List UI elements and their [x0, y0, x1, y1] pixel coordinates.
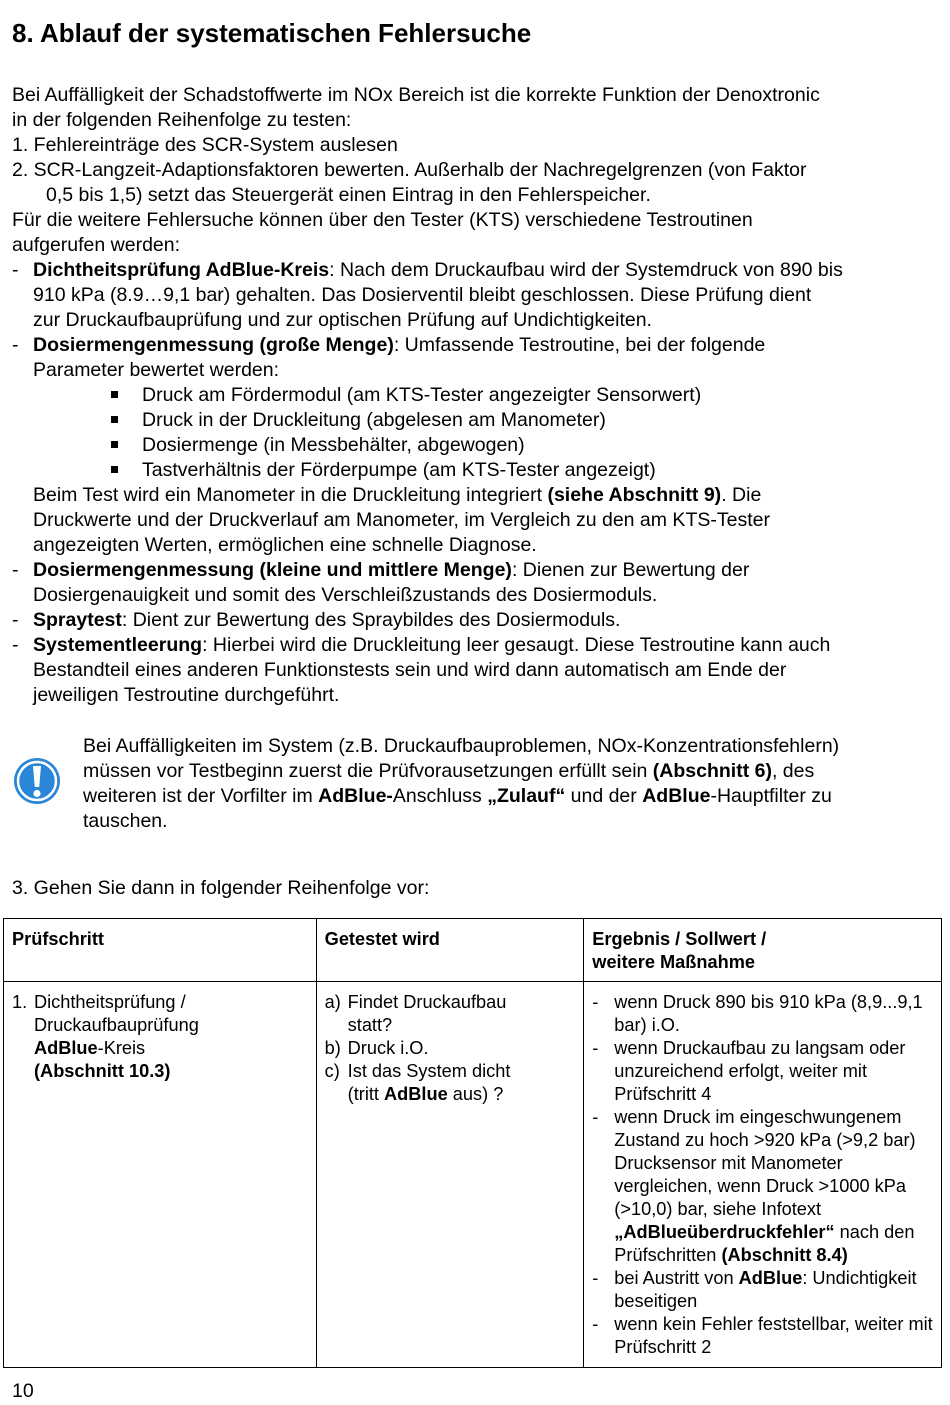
- bullet-text: Druck am Fördermodul (am KTS-Tester angezeigter Sensorwert): [142, 384, 702, 406]
- item-marker: -: [592, 1107, 599, 1127]
- bullet-icon: [111, 466, 118, 473]
- item-text: zur Druckaufbauprüfung und zur optischen Prüfung auf Undichtigkeiten.: [33, 309, 652, 331]
- text-span: . Die: [721, 484, 762, 506]
- item-text: 910 kPa (8.9…9,1 bar) gehalten. Das Dosierventil bleibt geschlossen. Diese Prüfung dient: [33, 284, 812, 306]
- intro-line: aufgerufen werden:: [12, 234, 181, 256]
- note-line: [83, 759, 943, 784]
- text-span: , des: [771, 760, 815, 782]
- item-heading: Dosiermengenmessung (große Menge): [33, 334, 394, 356]
- item-text: angezeigten Werten, ermöglichen eine schnelle Diagnose.: [33, 534, 537, 556]
- note-line: tauschen.: [83, 810, 168, 832]
- table-cell: [316, 982, 584, 1368]
- list-item-dosier-klein: [33, 558, 749, 583]
- header-line: weitere Maßnahme: [592, 952, 756, 972]
- exclamation-info-icon: [12, 756, 62, 806]
- text-span: -Hauptfilter zu: [710, 785, 832, 807]
- table-row: [4, 982, 942, 1368]
- list-dash: -: [12, 634, 19, 656]
- item-text: wenn Druckaufbau zu langsam oder unzureichend erfolgt, weiter mit Prüfschritt 4: [614, 1038, 906, 1104]
- text-span: Anschluss: [392, 785, 488, 807]
- section-reference: (Abschnitt 8.4): [721, 1245, 848, 1265]
- intro-line: in der folgenden Reihenfolge zu testen:: [12, 109, 352, 131]
- text-span: AdBlue: [34, 1038, 98, 1058]
- item-text: : Dient zur Bewertung des Spraybildes des Dosiermoduls.: [121, 609, 621, 631]
- item-text: Druckwerte und der Druckverlauf am Manometer, im Vergleich zu den am KTS-Tester: [33, 509, 770, 531]
- header-cell: [316, 919, 584, 982]
- item-text: Druck i.O.: [347, 1038, 429, 1058]
- item-text: : Umfassende Testroutine, bei der folgende: [393, 334, 766, 356]
- step-2: 2. SCR-Langzeit-Adaptionsfaktoren bewerten. Außerhalb der Nachregelgrenzen (von Faktor: [12, 159, 807, 181]
- result-item: [592, 1037, 935, 1106]
- item-text: [614, 1106, 935, 1267]
- text-span: weiteren ist der Vorfilter im: [83, 785, 319, 807]
- tested-item: [325, 1037, 576, 1060]
- item-marker: b): [324, 1038, 341, 1058]
- list-item-spraytest: [33, 608, 620, 633]
- tested-item: [325, 991, 576, 1037]
- text-span: AdBlue-: [318, 785, 393, 807]
- text-span: „AdBlueüberdruckfehler“: [614, 1222, 835, 1242]
- list-dash: -: [12, 334, 19, 356]
- text-span: müssen vor Testbeginn zuerst die Prüfvorausetzungen erfüllt sein: [83, 760, 653, 782]
- section-reference: (siehe Abschnitt 9): [547, 484, 722, 506]
- step-line: [34, 1060, 308, 1083]
- item-text: [33, 483, 761, 508]
- table-cell: [584, 982, 942, 1368]
- procedure-table: [3, 918, 942, 1368]
- item-text: wenn kein Fehler feststellbar, weiter mit Prüfschritt 2: [614, 1314, 933, 1357]
- header-label: Getestet wird: [324, 929, 440, 949]
- item-heading: Spraytest: [33, 609, 122, 631]
- list-item-dosier-gross: [33, 333, 765, 358]
- text-line: statt?: [347, 1015, 393, 1035]
- item-text: : Dienen zur Bewertung der: [511, 559, 750, 581]
- tested-item: [325, 1060, 576, 1106]
- text-line: Findet Druckaufbau: [347, 992, 507, 1012]
- header-cell: [584, 919, 942, 982]
- text-span: Beim Test wird ein Manometer in die Druckleitung integriert: [33, 484, 548, 506]
- item-text: jeweiligen Testroutine durchgeführt.: [33, 684, 340, 706]
- step-line: Druckaufbauprüfung: [34, 1015, 199, 1035]
- step-2-cont: 0,5 bis 1,5) setzt das Steuergerät einen Eintrag in den Fehlerspeicher.: [46, 184, 651, 206]
- text-line: [348, 1083, 576, 1106]
- table-cell: [4, 982, 317, 1368]
- step-3: 3. Gehen Sie dann in folgender Reihenfolge vor:: [12, 877, 430, 899]
- tested-cell: [317, 982, 584, 1106]
- section-reference: (Abschnitt 10.3): [34, 1061, 171, 1081]
- item-text: [614, 1267, 935, 1313]
- text-line: Ist das System dicht: [347, 1061, 511, 1081]
- item-text: wenn Druck 890 bis 910 kPa (8,9...9,1 bar) i.O.: [614, 992, 923, 1035]
- list-item-dichtheit: [33, 258, 843, 283]
- table-header-row: [4, 919, 942, 982]
- item-marker: -: [592, 1268, 599, 1288]
- note-line: [83, 784, 943, 809]
- bullet-text: Tastverhältnis der Förderpumpe (am KTS-Tester angezeigt): [142, 459, 656, 481]
- text-span: wenn Druck im eingeschwungenem Zustand zu hoch >920 kPa (>9,2 bar) Drucksensor mit Manometer vergleichen, wenn Druck >1000 kPa (>10,0) bar, siehe Infotext: [614, 1107, 916, 1219]
- item-marker: -: [592, 992, 599, 1012]
- bullet-text: Druck in der Druckleitung (abgelesen am Manometer): [142, 409, 606, 431]
- step-line: Dichtheitsprüfung /: [34, 992, 186, 1012]
- item-heading: Systementleerung: [33, 634, 203, 656]
- section-reference: (Abschnitt 6): [652, 760, 772, 782]
- header-label: [584, 919, 941, 974]
- item-text: : Hierbei wird die Druckleitung leer gesaugt. Diese Testroutine kann auch: [202, 634, 831, 656]
- text-span: -Kreis: [97, 1038, 146, 1058]
- item-text: Bestandteil eines anderen Funktionstests sein und wird dann automatisch am Ende der: [33, 659, 787, 681]
- result-item: [592, 991, 935, 1037]
- bullet-icon: [111, 441, 118, 448]
- result-cell: [584, 982, 941, 1359]
- text-span: nach den Prüfschritten: [614, 1222, 915, 1265]
- intro-line: Bei Auffälligkeit der Schadstoffwerte im NOx Bereich ist die korrekte Funktion der Denoxtronic: [12, 84, 820, 106]
- text-span: AdBlue: [384, 1084, 448, 1104]
- list-dash: -: [12, 559, 19, 581]
- result-item: [592, 1267, 935, 1313]
- item-text: Parameter bewertet werden:: [33, 359, 280, 381]
- item-marker: -: [592, 1314, 599, 1334]
- bullet-icon: [111, 416, 118, 423]
- step-cell: [4, 982, 316, 1083]
- note-line: Bei Auffälligkeiten im System (z.B. Druckaufbauproblemen, NOx-Konzentrationsfehlern): [83, 735, 840, 757]
- list-dash: -: [12, 609, 19, 631]
- step-line: [34, 1037, 308, 1060]
- text-span: (tritt: [347, 1084, 385, 1104]
- text-span: und der: [565, 785, 643, 807]
- text-span: AdBlue: [642, 785, 711, 807]
- text-span: bei Austritt von: [614, 1268, 739, 1288]
- step-1: 1. Fehlereinträge des SCR-System auslesen: [12, 134, 398, 156]
- text-span: AdBlue: [738, 1268, 803, 1288]
- item-text: [348, 1060, 576, 1106]
- item-marker: a): [324, 992, 341, 1012]
- item-text: [348, 991, 576, 1037]
- item-marker: c): [324, 1061, 340, 1081]
- item-text: Dosiergenauigkeit und somit des Verschleißzustands des Dosiermoduls.: [33, 584, 658, 606]
- result-item: [592, 1313, 935, 1359]
- list-item-systementleerung: [33, 633, 830, 658]
- header-cell: [4, 919, 317, 982]
- header-label: Prüfschritt: [12, 929, 104, 949]
- header-line: Ergebnis / Sollwert /: [592, 929, 767, 949]
- text-span: : Undichtigkeit beseitigen: [614, 1268, 917, 1311]
- item-marker: -: [592, 1038, 599, 1058]
- page-title: 8. Ablauf der systematischen Fehlersuche: [12, 18, 532, 48]
- step-text: [34, 991, 308, 1083]
- bullet-icon: [111, 391, 118, 398]
- item-heading: Dichtheitsprüfung AdBlue-Kreis: [33, 259, 330, 281]
- item-text: : Nach dem Druckaufbau wird der Systemdruck von 890 bis: [329, 259, 843, 281]
- step-number: 1.: [12, 992, 28, 1012]
- item-heading: Dosiermengenmessung (kleine und mittlere Menge): [33, 559, 512, 581]
- list-dash: -: [12, 259, 19, 281]
- page-number: 10: [12, 1380, 34, 1402]
- intro-line: Für die weitere Fehlersuche können über den Tester (KTS) verschiedene Testroutinen: [12, 209, 753, 231]
- info-note: [83, 734, 943, 834]
- result-item: [592, 1106, 935, 1267]
- text-span: aus) ?: [447, 1084, 504, 1104]
- text-span: „Zulauf“: [487, 785, 566, 807]
- bullet-text: Dosiermenge (in Messbehälter, abgewogen): [142, 434, 525, 456]
